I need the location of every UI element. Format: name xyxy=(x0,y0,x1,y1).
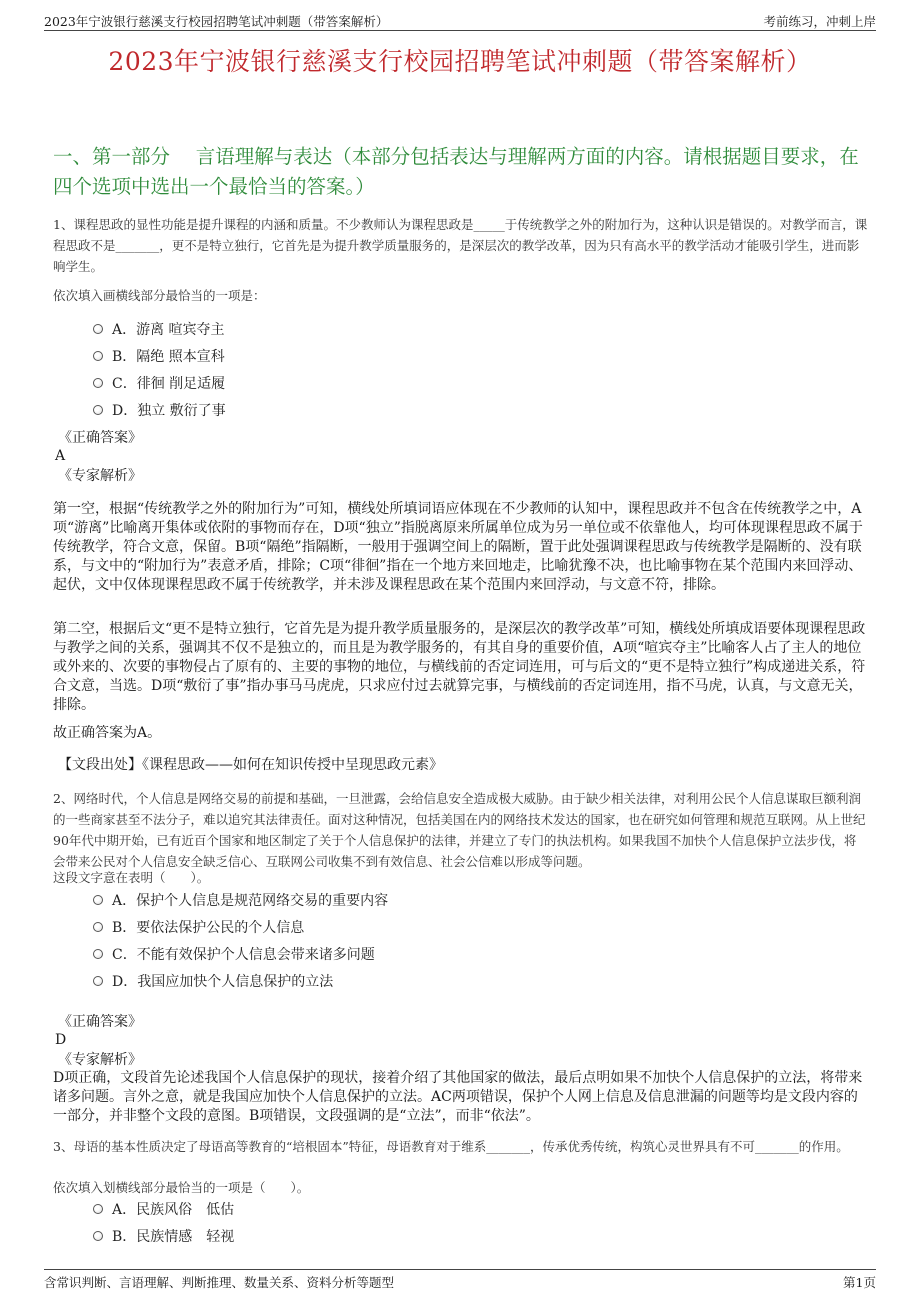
radio-icon[interactable] xyxy=(93,351,103,361)
q1-answer: A xyxy=(55,448,66,464)
q2-option-c[interactable]: C．不能有效保护个人信息会带来诸多问题 xyxy=(93,944,375,964)
q2-option-a[interactable]: A．保护个人信息是规范网络交易的重要内容 xyxy=(93,890,388,910)
page-number: 第1页 xyxy=(843,1275,876,1290)
radio-icon[interactable] xyxy=(93,976,103,986)
section-heading: 一、第一部分 言语理解与表达（本部分包括表达与理解两方面的内容。请根据题目要求，在四个选项中选出一个最恰当的答案。） xyxy=(53,145,859,198)
q1-analysis-label: 《专家解析》 xyxy=(58,468,142,484)
q2-analysis: D项正确，文段首先论述我国个人信息保护的现状，接着介绍了其他国家的做法，最后点明如果不加快个人信息保护的立法，将带来诸多问题。言外之意，就是我国应加快个人信息保护的立法。AC两项错误，保护个人网上信息及信息泄漏的问题等均是文段内容的一部分，并非整个文段的意图。B项错误，文段强调的是“立法”，而非“依法”。 xyxy=(53,1070,863,1124)
q2-option-b[interactable]: B．要依法保护公民的个人信息 xyxy=(93,917,304,937)
radio-icon[interactable] xyxy=(93,1204,103,1214)
header-right-text: 考前练习，冲刺上岸 xyxy=(763,14,876,29)
q2-answer-label: 《正确答案》 xyxy=(58,1014,142,1030)
radio-icon[interactable] xyxy=(93,405,103,415)
q2-answer: D xyxy=(55,1032,67,1048)
radio-icon[interactable] xyxy=(93,378,103,388)
radio-icon[interactable] xyxy=(93,949,103,959)
q2-stem: 2、网络时代，个人信息是网络交易的前提和基础，一旦泄露，会给信息安全造成极大威胁。由于缺少相关法律，对利用公民个人信息谋取巨额利润的一些商家甚至不法分子，难以追究其法律责任。面对这种情况，包括美国在内的网络技术发达的国家，也在研究如何管理和规范互联网。从上世纪90年代中期开始，已有近百个国家和地区制定了关于个人信息保护的法律，并建立了专门的执法机构。如果我国不加快个人信息保护立法步伐，将会带来公民对个人信息安全缺乏信心、互联网公司收集不到有效信息、社会公信难以形成等问题。 xyxy=(53,791,866,869)
q1-conclusion: 故正确答案为A。 xyxy=(53,725,162,741)
q1-analysis-paragraph-2: 第二空，根据后文“更不是特立独行，它首先是为提升教学质量服务的，是深层次的教学改革”可知，横线处所填成语要体现课程思政与教学之间的关系，强调其不仅不是独立的，而且是为教学服务的，有其自身的重要价值，A项“喧宾夺主”比喻客人占了主人的地位或外来的、次要的事物侵占了原有的、主要的事物的地位，与横线前的否定词连用，可与后文的“更不是特立独行”构成递进关系，符合文意，当选。D项“敷衍了事”指办事马马虎虎，只求应付过去就算完事，与横线前的否定词连用，指不马虎，认真，与文意无关，排除。 xyxy=(53,621,866,713)
footer-left-text: 含常识判断、言语理解、判断推理、数量关系、资料分析等题型 xyxy=(44,1275,395,1290)
q2-analysis-label: 《专家解析》 xyxy=(58,1052,142,1068)
q2-prompt: 这段文字意在表明（ ）。 xyxy=(53,870,210,885)
q1-option-b[interactable]: B．隔绝 照本宣科 xyxy=(93,346,225,366)
q1-answer-label: 《正确答案》 xyxy=(58,430,142,446)
q2-option-d[interactable]: D．我国应加快个人信息保护的立法 xyxy=(93,971,333,991)
radio-icon[interactable] xyxy=(93,922,103,932)
radio-icon[interactable] xyxy=(93,324,103,334)
q3-stem: 3、母语的基本性质决定了母语高等教育的“培根固本”特征，母语教育对于维系_______，传承优秀传统，构筑心灵世界具有不可_______的作用。 xyxy=(53,1139,849,1154)
q3-option-b[interactable]: B．民族情感 轻视 xyxy=(93,1226,234,1246)
q1-source: 【文段出处】《课程思政——如何在知识传授中呈现思政元素》 xyxy=(58,757,443,773)
q1-analysis-paragraph-1: 第一空，根据“传统教学之外的附加行为”可知，横线处所填词语应体现在不少教师的认知中，课程思政并不包含在传统教学之中，A项“游离”比喻离开集体或依附的事物而存在，D项“独立”指脱离原来所属单位成为另一单位或不依靠他人，均可体现课程思政不属于传统教学，符合文意，保留。B项“隔绝”指隔断，一般用于强调空间上的隔断，置于此处强调课程思政与传统教学是隔断的、没有联系，与文中的“附加行为”表意矛盾，排除；C项“徘徊”指在一个地方来回地走，比喻犹豫不决，也比喻事物在某个范围内来回浮动、起伏，文中仅体现课程思政不属于传统教学，并未涉及课程思政在某个范围内来回浮动，与文意不符，排除。 xyxy=(53,501,863,593)
page-footer xyxy=(44,1269,876,1292)
q1-option-d[interactable]: D．独立 敷衍了事 xyxy=(93,400,226,420)
q1-stem: 1、课程思政的显性功能是提升课程的内涵和质量。不少教师认为课程思政是_____于传统教学之外的附加行为，这种认识是错误的。对教学而言，课程思政不是_______，更不是特立独行，它首先是为提升教学质量服务的，是深层次的教学改革，因为只有高水平的教学活动才能吸引学生，进而影响学生。 xyxy=(53,217,868,274)
q3-option-a[interactable]: A．民族风俗 低估 xyxy=(93,1199,234,1219)
q1-prompt: 依次填入画横线部分最恰当的一项是： xyxy=(53,288,266,303)
header-left-text: 2023年宁波银行慈溪支行校园招聘笔试冲刺题（带答案解析） xyxy=(44,14,389,29)
q3-prompt: 依次填入划横线部分最恰当的一项是（ ）。 xyxy=(53,1180,310,1195)
q1-option-a[interactable]: A．游离 喧宾夺主 xyxy=(93,319,225,339)
q1-option-c[interactable]: C．徘徊 削足适履 xyxy=(93,373,225,393)
document-title: 2023年宁波银行慈溪支行校园招聘笔试冲刺题（带答案解析） xyxy=(108,47,812,76)
page-header xyxy=(44,8,876,31)
radio-icon[interactable] xyxy=(93,1231,103,1241)
radio-icon[interactable] xyxy=(93,895,103,905)
